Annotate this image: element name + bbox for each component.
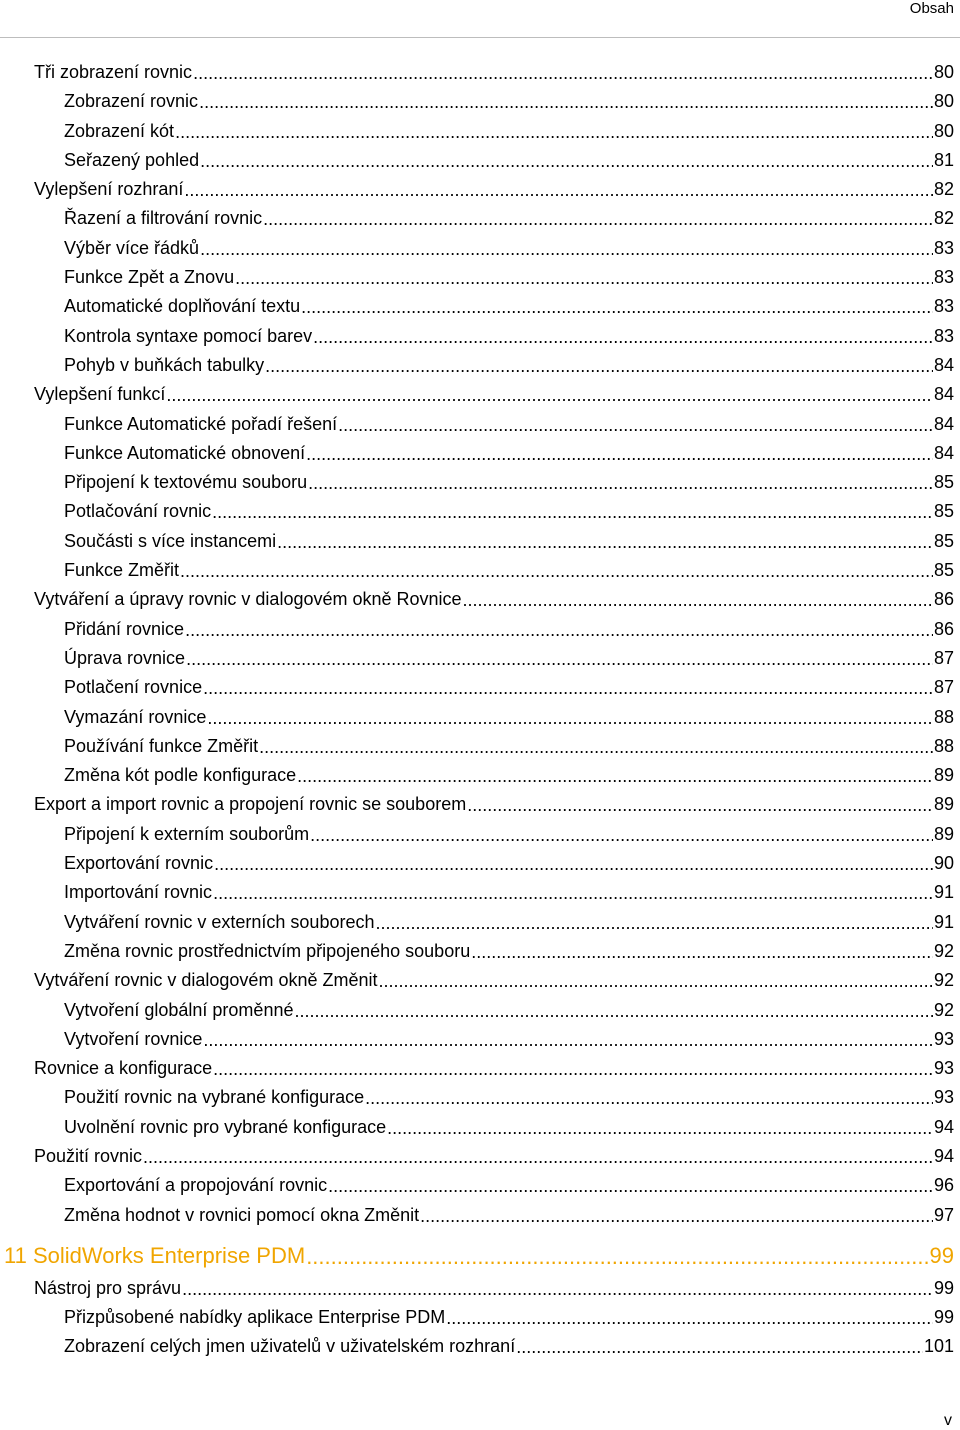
toc-entry-page: 85 bbox=[933, 472, 954, 493]
toc-entry-page: 86 bbox=[933, 618, 954, 639]
toc-leader-dots bbox=[143, 1148, 933, 1166]
table-of-contents bbox=[0, 58, 960, 1362]
toc-entry[interactable] bbox=[0, 87, 960, 116]
toc-entry[interactable] bbox=[0, 937, 960, 966]
toc-entry[interactable] bbox=[0, 527, 960, 556]
toc-entry-page: 83 bbox=[933, 325, 954, 346]
toc-entry[interactable] bbox=[0, 820, 960, 849]
toc-leader-dots bbox=[308, 474, 933, 492]
toc-entry-label: Importování rovnic bbox=[64, 882, 213, 903]
toc-entry-page: 83 bbox=[933, 267, 954, 288]
toc-entry-page: 93 bbox=[933, 1087, 954, 1108]
toc-leader-dots bbox=[200, 152, 933, 170]
toc-entry-label: Zobrazení rovnic bbox=[64, 91, 199, 112]
toc-entry-label: Exportování a propojování rovnic bbox=[64, 1175, 328, 1196]
toc-entry-label: Změna rovnic prostřednictvím připojeného souboru bbox=[64, 940, 471, 961]
toc-entry-page: 92 bbox=[933, 970, 954, 991]
toc-entry-page: 80 bbox=[933, 91, 954, 112]
toc-leader-dots bbox=[212, 503, 933, 521]
toc-entry-page: 89 bbox=[933, 765, 954, 786]
toc-entry-page: 99 bbox=[933, 1277, 954, 1298]
toc-leader-dots bbox=[263, 210, 933, 228]
toc-entry-label: Změna kót podle konfigurace bbox=[64, 765, 297, 786]
toc-entry[interactable] bbox=[0, 1171, 960, 1200]
toc-entry-page: 89 bbox=[933, 823, 954, 844]
toc-entry[interactable] bbox=[0, 1201, 960, 1230]
toc-entry-page: 84 bbox=[933, 413, 954, 434]
toc-entry-page: 84 bbox=[933, 384, 954, 405]
toc-leader-dots bbox=[166, 386, 933, 404]
toc-entry[interactable] bbox=[0, 1054, 960, 1083]
toc-entry[interactable] bbox=[0, 380, 960, 409]
toc-leader-dots bbox=[259, 738, 933, 756]
toc-leader-dots bbox=[182, 1280, 933, 1298]
toc-leader-dots bbox=[213, 1060, 933, 1078]
toc-entry-label: Pohyb v buňkách tabulky bbox=[64, 354, 265, 375]
toc-leader-dots bbox=[379, 972, 933, 990]
toc-leader-dots bbox=[328, 1177, 933, 1195]
toc-entry-page: 82 bbox=[933, 208, 954, 229]
toc-entry-label: Tři zobrazení rovnic bbox=[34, 62, 193, 82]
toc-leader-dots bbox=[180, 562, 933, 580]
toc-entry-label: Používání funkce Změřit bbox=[64, 735, 259, 756]
toc-entry-page: 85 bbox=[933, 501, 954, 522]
toc-entry[interactable] bbox=[0, 58, 960, 87]
toc-entry[interactable] bbox=[0, 292, 960, 321]
toc-leader-dots bbox=[185, 621, 933, 639]
toc-leader-dots bbox=[203, 679, 933, 697]
toc-entry-label: Výběr více řádků bbox=[64, 237, 200, 258]
toc-entry-page: 84 bbox=[933, 442, 954, 463]
toc-entry[interactable] bbox=[0, 322, 960, 351]
toc-leader-dots bbox=[463, 591, 933, 609]
toc-leader-dots bbox=[297, 767, 933, 785]
toc-entry-label: Uvolnění rovnic pro vybrané konfigurace bbox=[64, 1116, 387, 1137]
toc-entry[interactable] bbox=[0, 732, 960, 761]
toc-leader-dots bbox=[375, 914, 932, 932]
toc-leader-dots bbox=[277, 533, 933, 551]
toc-entry-label: Vytváření a úpravy rovnic v dialogovém okně Rovnice bbox=[34, 589, 462, 610]
toc-entry-label: Použití rovnic bbox=[34, 1145, 143, 1166]
toc-leader-dots bbox=[467, 796, 933, 814]
toc-entry[interactable] bbox=[0, 703, 960, 732]
toc-entry-page: 99 bbox=[933, 1307, 954, 1328]
toc-entry-label: Součásti s více instancemi bbox=[64, 530, 277, 551]
toc-entry[interactable] bbox=[0, 615, 960, 644]
toc-entry-label: Vylepšení rozhraní bbox=[34, 179, 184, 200]
toc-entry-page: 99 bbox=[929, 1242, 954, 1268]
toc-entry-page: 84 bbox=[933, 354, 954, 375]
toc-entry-page: 86 bbox=[933, 589, 954, 610]
toc-leader-dots bbox=[446, 1309, 933, 1327]
toc-leader-dots bbox=[203, 1031, 933, 1049]
toc-leader-dots bbox=[306, 1246, 928, 1268]
toc-entry-label: Vytváření rovnic v externích souborech bbox=[64, 911, 375, 932]
toc-leader-dots bbox=[265, 357, 933, 375]
toc-leader-dots bbox=[310, 826, 933, 844]
toc-entry-page: 93 bbox=[933, 1028, 954, 1049]
toc-entry[interactable] bbox=[0, 761, 960, 790]
toc-entry-page: 80 bbox=[933, 120, 954, 141]
toc-entry-label: Vytváření rovnic v dialogovém okně Změnit bbox=[34, 970, 378, 991]
toc-entry-page: 94 bbox=[933, 1116, 954, 1137]
toc-entry[interactable] bbox=[0, 644, 960, 673]
toc-entry-label: Exportování rovnic bbox=[64, 853, 214, 874]
toc-entry[interactable] bbox=[0, 117, 960, 146]
toc-entry[interactable] bbox=[0, 146, 960, 175]
toc-entry-page: 82 bbox=[933, 179, 954, 200]
toc-entry[interactable] bbox=[0, 204, 960, 233]
toc-entry[interactable] bbox=[0, 1332, 960, 1361]
toc-entry-page: 101 bbox=[923, 1336, 954, 1357]
toc-entry[interactable] bbox=[0, 234, 960, 263]
toc-entry[interactable] bbox=[0, 175, 960, 204]
toc-leader-dots bbox=[207, 709, 933, 727]
toc-entry-label: Funkce Automatické obnovení bbox=[64, 442, 306, 463]
toc-entry-label: Funkce Změřit bbox=[64, 560, 180, 581]
toc-entry[interactable] bbox=[0, 996, 960, 1025]
toc-entry-label: Změna hodnot v rovnici pomocí okna Změnit bbox=[64, 1204, 420, 1225]
toc-leader-dots bbox=[313, 328, 933, 346]
toc-leader-dots bbox=[365, 1089, 933, 1107]
toc-entry-label: Přidání rovnice bbox=[64, 618, 185, 639]
toc-leader-dots bbox=[214, 855, 933, 873]
toc-leader-dots bbox=[184, 181, 933, 199]
toc-entry-label: Seřazený pohled bbox=[64, 149, 200, 170]
toc-entry-page: 91 bbox=[933, 911, 954, 932]
toc-leader-dots bbox=[213, 884, 933, 902]
toc-entry[interactable] bbox=[0, 1142, 960, 1171]
toc-entry-label: Vytvoření rovnice bbox=[64, 1028, 203, 1049]
toc-entry-label: Použití rovnic na vybrané konfigurace bbox=[64, 1087, 365, 1108]
toc-entry-page: 83 bbox=[933, 296, 954, 317]
toc-entry[interactable] bbox=[0, 878, 960, 907]
toc-leader-dots bbox=[235, 269, 933, 287]
page-header bbox=[0, 0, 960, 38]
toc-entry-label: Potlačení rovnice bbox=[64, 677, 203, 698]
header-title: Obsah bbox=[909, 0, 954, 17]
toc-chapter-entry[interactable] bbox=[0, 1230, 960, 1274]
toc-entry[interactable] bbox=[0, 966, 960, 995]
toc-entry-page: 90 bbox=[933, 853, 954, 874]
toc-entry-page: 89 bbox=[933, 794, 954, 815]
toc-leader-dots bbox=[199, 93, 933, 111]
toc-entry-page: 83 bbox=[933, 237, 954, 258]
toc-entry[interactable] bbox=[0, 1303, 960, 1332]
toc-entry-label: Funkce Zpět a Znovu bbox=[64, 267, 235, 288]
toc-entry-label: Automatické doplňování textu bbox=[64, 296, 301, 317]
toc-entry[interactable] bbox=[0, 497, 960, 526]
toc-entry-page: 80 bbox=[933, 62, 954, 82]
toc-leader-dots bbox=[200, 240, 933, 258]
toc-leader-dots bbox=[294, 1002, 932, 1020]
toc-entry-page: 96 bbox=[933, 1175, 954, 1196]
page-number: v bbox=[944, 1412, 952, 1429]
toc-entry-page: 85 bbox=[933, 560, 954, 581]
toc-entry-page: 88 bbox=[933, 706, 954, 727]
toc-entry[interactable] bbox=[0, 849, 960, 878]
toc-leader-dots bbox=[186, 650, 933, 668]
toc-leader-dots bbox=[301, 298, 933, 316]
toc-entry-label: Export a import rovnic a propojení rovnic se souborem bbox=[34, 794, 467, 815]
toc-entry-page: 92 bbox=[933, 940, 954, 961]
toc-entry-label: Úprava rovnice bbox=[64, 647, 186, 668]
toc-entry-page: 93 bbox=[933, 1058, 954, 1079]
toc-entry[interactable] bbox=[0, 351, 960, 380]
toc-entry-label: Zobrazení celých jmen uživatelů v uživatelském rozhraní bbox=[64, 1336, 516, 1357]
toc-entry-label: Vylepšení funkcí bbox=[34, 384, 166, 405]
toc-entry-page: 81 bbox=[933, 149, 954, 170]
toc-leader-dots bbox=[471, 943, 933, 961]
toc-entry-page: 91 bbox=[933, 882, 954, 903]
toc-entry[interactable] bbox=[0, 908, 960, 937]
toc-entry[interactable] bbox=[0, 673, 960, 702]
toc-entry-label: Kontrola syntaxe pomocí barev bbox=[64, 325, 313, 346]
toc-entry-label: 11 SolidWorks Enterprise PDM bbox=[4, 1242, 306, 1268]
toc-entry[interactable] bbox=[0, 556, 960, 585]
toc-entry-label: Nástroj pro správu bbox=[34, 1277, 182, 1298]
toc-entry-label: Funkce Automatické pořadí řešení bbox=[64, 413, 338, 434]
toc-entry[interactable] bbox=[0, 1083, 960, 1112]
toc-leader-dots bbox=[516, 1338, 923, 1356]
toc-leader-dots bbox=[420, 1207, 933, 1225]
toc-entry[interactable] bbox=[0, 1113, 960, 1142]
toc-entry-label: Vymazání rovnice bbox=[64, 706, 207, 727]
toc-entry-page: 92 bbox=[933, 999, 954, 1020]
toc-entry-page: 97 bbox=[933, 1204, 954, 1225]
toc-entry[interactable] bbox=[0, 468, 960, 497]
toc-entry[interactable] bbox=[0, 790, 960, 819]
toc-leader-dots bbox=[306, 445, 933, 463]
toc-entry-label: Připojení k externím souborům bbox=[64, 823, 310, 844]
toc-entry-page: 85 bbox=[933, 530, 954, 551]
toc-entry[interactable] bbox=[0, 410, 960, 439]
toc-entry[interactable] bbox=[0, 1025, 960, 1054]
toc-entry-page: 87 bbox=[933, 677, 954, 698]
toc-entry-label: Vytvoření globální proměnné bbox=[64, 999, 294, 1020]
toc-entry-label: Řazení a filtrování rovnic bbox=[64, 208, 263, 229]
toc-entry-label: Zobrazení kót bbox=[64, 120, 175, 141]
toc-entry-page: 87 bbox=[933, 647, 954, 668]
toc-leader-dots bbox=[387, 1119, 933, 1137]
toc-entry-label: Přizpůsobené nabídky aplikace Enterprise PDM bbox=[64, 1307, 446, 1328]
toc-entry-label: Připojení k textovému souboru bbox=[64, 472, 308, 493]
toc-entry[interactable] bbox=[0, 1274, 960, 1303]
toc-leader-dots bbox=[193, 64, 933, 82]
toc-entry[interactable] bbox=[0, 439, 960, 468]
toc-entry-label: Rovnice a konfigurace bbox=[34, 1058, 213, 1079]
toc-entry-page: 94 bbox=[933, 1145, 954, 1166]
toc-leader-dots bbox=[175, 123, 933, 141]
toc-entry-page: 88 bbox=[933, 735, 954, 756]
toc-leader-dots bbox=[338, 416, 933, 434]
toc-entry[interactable] bbox=[0, 585, 960, 614]
toc-entry-label: Potlačování rovnic bbox=[64, 501, 212, 522]
toc-entry[interactable] bbox=[0, 263, 960, 292]
